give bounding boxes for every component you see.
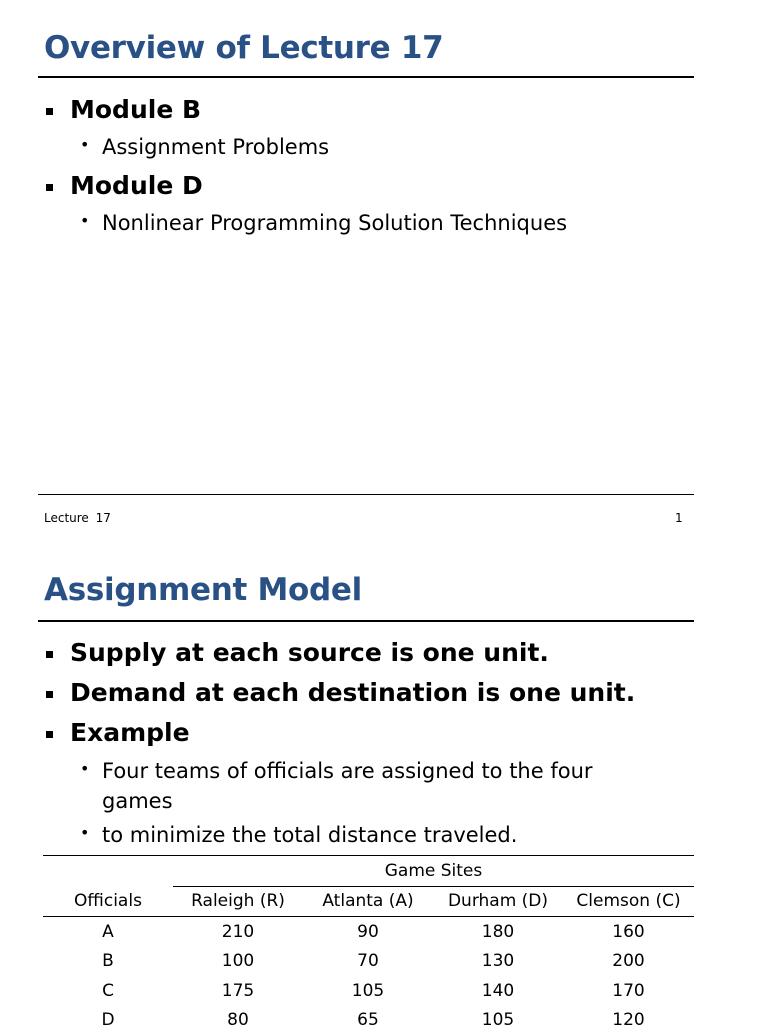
table-cell: 90 xyxy=(303,917,433,947)
column-header: Atlanta (A) xyxy=(303,886,433,917)
table-row xyxy=(43,917,694,947)
sub-bullet-text: to minimize the total distance traveled. xyxy=(102,820,517,850)
bullet-text: Module B xyxy=(70,95,201,124)
table-cell: 120 xyxy=(563,1006,694,1035)
square-bullet-icon xyxy=(46,651,53,658)
square-bullet-icon xyxy=(46,184,53,191)
table-cell: 105 xyxy=(303,976,433,1006)
bullet-text: Example xyxy=(70,718,190,747)
table-cell: 180 xyxy=(433,917,563,947)
table-cell: A xyxy=(43,917,173,947)
bullet-text: Demand at each destination is one unit. xyxy=(70,678,635,707)
table-cell: 140 xyxy=(433,976,563,1006)
square-bullet-icon xyxy=(46,731,53,738)
dot-bullet-icon: • xyxy=(80,132,89,158)
sub-bullet-text: Nonlinear Programming Solution Techniques xyxy=(102,208,567,238)
dot-bullet-icon: • xyxy=(80,820,89,846)
table-cell: 170 xyxy=(563,976,694,1006)
table-cell: 200 xyxy=(563,947,694,977)
table-cell: 70 xyxy=(303,947,433,977)
table-cell: 100 xyxy=(173,947,303,977)
column-header: Officials xyxy=(43,886,173,917)
title-divider xyxy=(38,76,694,78)
title-divider xyxy=(38,620,694,622)
slide-title: Assignment Model xyxy=(44,572,362,608)
table-cell: 160 xyxy=(563,917,694,947)
dot-bullet-icon: • xyxy=(80,756,89,782)
slide-title: Overview of Lecture 17 xyxy=(44,30,443,66)
column-header: Raleigh (R) xyxy=(173,886,303,917)
square-bullet-icon xyxy=(46,691,53,698)
column-header: Clemson (C) xyxy=(563,886,694,917)
footer-lecture-label: Lecture 17 xyxy=(44,511,111,525)
table-corner-cell xyxy=(43,856,173,887)
column-header: Durham (D) xyxy=(433,886,563,917)
footer-divider xyxy=(38,494,694,495)
table-cell: D xyxy=(43,1006,173,1035)
page-number: 1 xyxy=(675,511,683,525)
table-cell: C xyxy=(43,976,173,1006)
table-row xyxy=(43,947,694,977)
table-group-header-row xyxy=(43,856,694,887)
dot-bullet-icon: • xyxy=(80,208,89,234)
table-cell: 210 xyxy=(173,917,303,947)
bullet-text: Module D xyxy=(70,171,203,200)
table-cell: 65 xyxy=(303,1006,433,1035)
table-cell: B xyxy=(43,947,173,977)
table-row xyxy=(43,976,694,1006)
slide-2 xyxy=(0,540,768,1024)
table-row xyxy=(43,1006,694,1035)
table-cell: 105 xyxy=(433,1006,563,1035)
table-cell: 80 xyxy=(173,1006,303,1035)
bullet-text: Supply at each source is one unit. xyxy=(70,638,549,667)
table-cell: 175 xyxy=(173,976,303,1006)
table-group-header: Game Sites xyxy=(173,856,694,887)
distance-table xyxy=(43,855,694,1035)
square-bullet-icon xyxy=(46,108,53,115)
sub-bullet-text: Assignment Problems xyxy=(102,132,329,162)
sub-bullet-text: Four teams of officials are assigned to the four games xyxy=(102,756,662,816)
table-header-row xyxy=(43,886,694,917)
table-cell: 130 xyxy=(433,947,563,977)
